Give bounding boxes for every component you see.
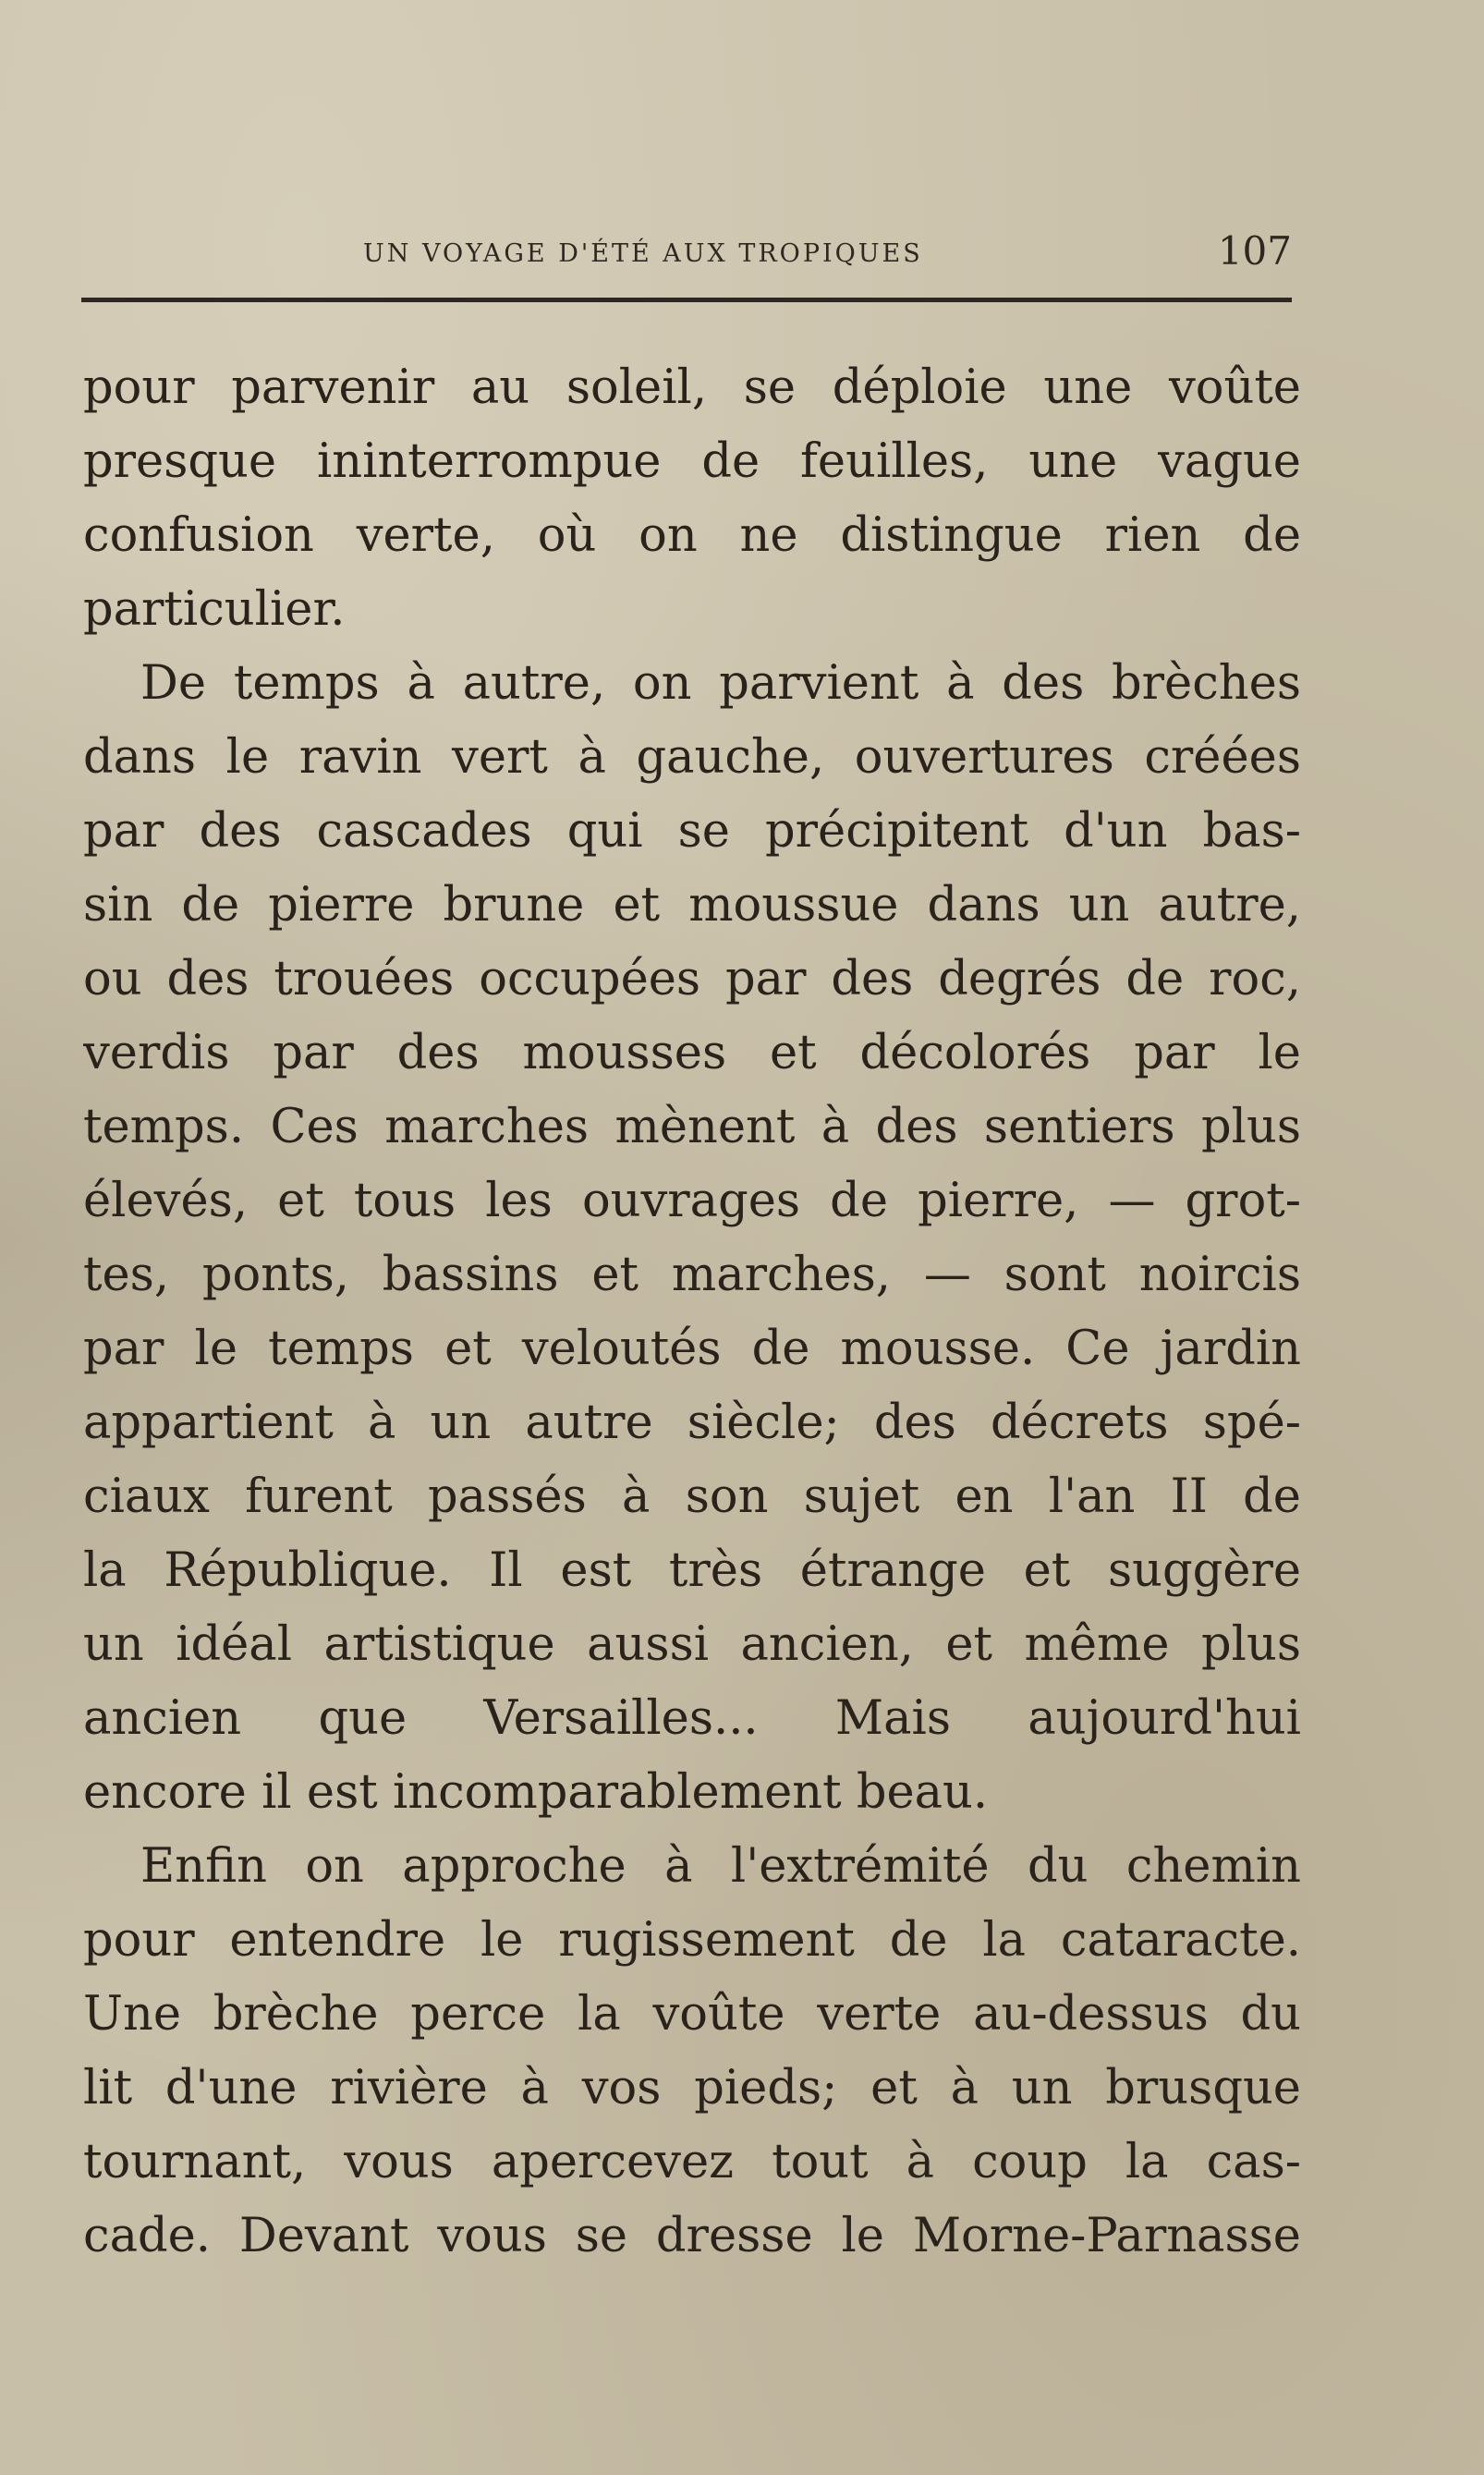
text-line: confusion verte, où on ne distingue rien de bbox=[83, 508, 1301, 563]
text-line: lit d'une rivière à vos pieds; et à un brusque bbox=[83, 2061, 1301, 2115]
text-line: par des cascades qui se précipitent d'un bas- bbox=[83, 804, 1301, 859]
text-line: Une brèche perce la voûte verte au-dessus du bbox=[83, 1987, 1301, 2042]
text-line: par le temps et veloutés de mousse. Ce jardin bbox=[83, 1322, 1301, 1376]
text-line: un idéal artistique aussi ancien, et même plus bbox=[83, 1617, 1301, 1672]
text-line: ciaux furent passés à son sujet en l'an II de bbox=[83, 1469, 1301, 1524]
running-head bbox=[81, 228, 1292, 277]
text-line: Enfin on approche à l'extrémité du chemin bbox=[140, 1839, 1301, 1894]
text-line: la République. Il est très étrange et suggère bbox=[83, 1543, 1301, 1598]
header-rule bbox=[81, 298, 1292, 302]
text-line: ou des trouées occupées par des degrés de roc, bbox=[83, 952, 1301, 1006]
text-line: De temps à autre, on parvient à des brèches bbox=[140, 656, 1301, 711]
text-line: presque ininterrompue de feuilles, une vague bbox=[83, 434, 1301, 489]
text-line: encore il est incomparablement beau. bbox=[83, 1765, 989, 1820]
text-line: ancien que Versailles... Mais aujourd'hui bbox=[83, 1691, 1301, 1746]
text-line: tes, ponts, bassins et marches, — sont noircis bbox=[83, 1248, 1301, 1302]
text-line: dans le ravin vert à gauche, ouvertures créées bbox=[83, 730, 1301, 785]
paragraph-3 bbox=[83, 1830, 1301, 2274]
text-line: tournant, vous apercevez tout à coup la cas- bbox=[83, 2135, 1301, 2189]
paragraph-2 bbox=[83, 647, 1301, 1830]
text-line: sin de pierre brune et moussue dans un autre, bbox=[83, 878, 1301, 933]
running-title: UN VOYAGE D'ÉTÉ AUX TROPIQUES bbox=[363, 239, 923, 268]
text-line: pour entendre le rugissement de la cataracte. bbox=[83, 1913, 1301, 1968]
text-line: particulier. bbox=[83, 582, 346, 637]
paragraph-1 bbox=[83, 351, 1301, 647]
body-text bbox=[83, 351, 1301, 2274]
text-line: verdis par des mousses et décolorés par le bbox=[83, 1026, 1301, 1080]
text-line: temps. Ces marches mènent à des sentiers plus bbox=[83, 1100, 1301, 1154]
text-line: cade. Devant vous se dresse le Morne-Parnasse bbox=[83, 2209, 1301, 2263]
page-number: 107 bbox=[1217, 228, 1292, 274]
text-line: élevés, et tous les ouvrages de pierre, — grot- bbox=[83, 1174, 1301, 1228]
text-line: pour parvenir au soleil, se déploie une voûte bbox=[83, 360, 1301, 415]
text-line: appartient à un autre siècle; des décrets spé- bbox=[83, 1396, 1301, 1450]
